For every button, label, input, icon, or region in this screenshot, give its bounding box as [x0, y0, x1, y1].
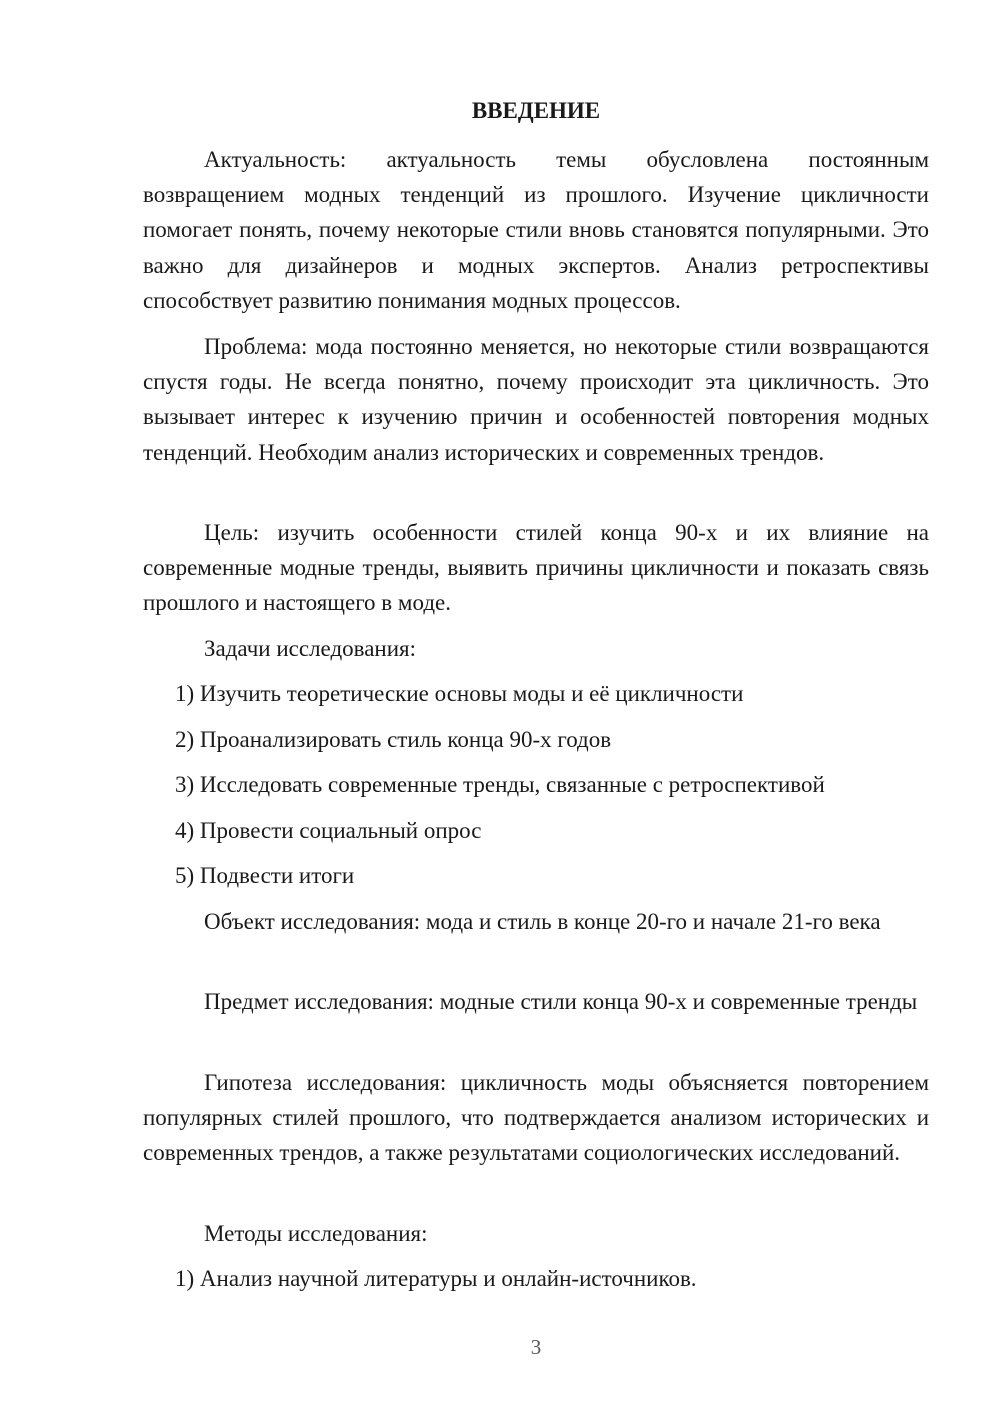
- task-item-5: 5) Подвести итоги: [175, 863, 355, 888]
- task-item-1: 1) Изучить теоретические основы моды и её цикличности: [175, 681, 744, 706]
- method-item-1: 1) Анализ научной литературы и онлайн-источников.: [175, 1266, 697, 1291]
- goal-paragraph: Цель: изучить особенности стилей конца 90-х и их влияние на современные модные тренды, выявить причины цикличности и показать связь прошлого и настоящего в моде.: [143, 520, 929, 616]
- task-item-4: 4) Провести социальный опрос: [175, 818, 482, 843]
- task-item-2: 2) Проанализировать стиль конца 90-х годов: [175, 727, 612, 752]
- tasks-heading: Задачи исследования:: [204, 636, 417, 661]
- object-paragraph: Объект исследования: мода и стиль в конце 20-го и начале 21-го века: [204, 909, 881, 934]
- relevance-paragraph: Актуальность: актуальность темы обусловлена постоянным возвращением модных тенденций из прошлого. Изучение цикличности помогает понять, почему некоторые стили вновь становятся популярными. Это важно для дизайнеров и модных экспертов. Анализ ретроспективы способствует развитию понимания модных процессов.: [143, 147, 929, 313]
- page-number: 3: [530, 1335, 542, 1359]
- hypothesis-paragraph: Гипотеза исследования: цикличность моды объясняется повторением популярных стилей прошлого, что подтверждается анализом исторических и современных трендов, а также результатами социологических исследований.: [143, 1070, 929, 1166]
- document-page: [143, 0, 929, 1414]
- methods-heading: Методы исследования:: [204, 1221, 428, 1246]
- task-item-3: 3) Исследовать современные тренды, связанные с ретроспективой: [175, 772, 825, 797]
- problem-paragraph: Проблема: мода постоянно меняется, но некоторые стили возвращаются спустя годы. Не всегда понятно, почему происходит эта цикличность. Это вызывает интерес к изучению причин и особенностей повторения модных тенденций. Необходим анализ исторических и современных трендов.: [143, 334, 929, 465]
- section-title: ВВЕДЕНИЕ: [471, 98, 601, 123]
- subject-paragraph: Предмет исследования: модные стили конца 90-х и современные тренды: [204, 989, 918, 1014]
